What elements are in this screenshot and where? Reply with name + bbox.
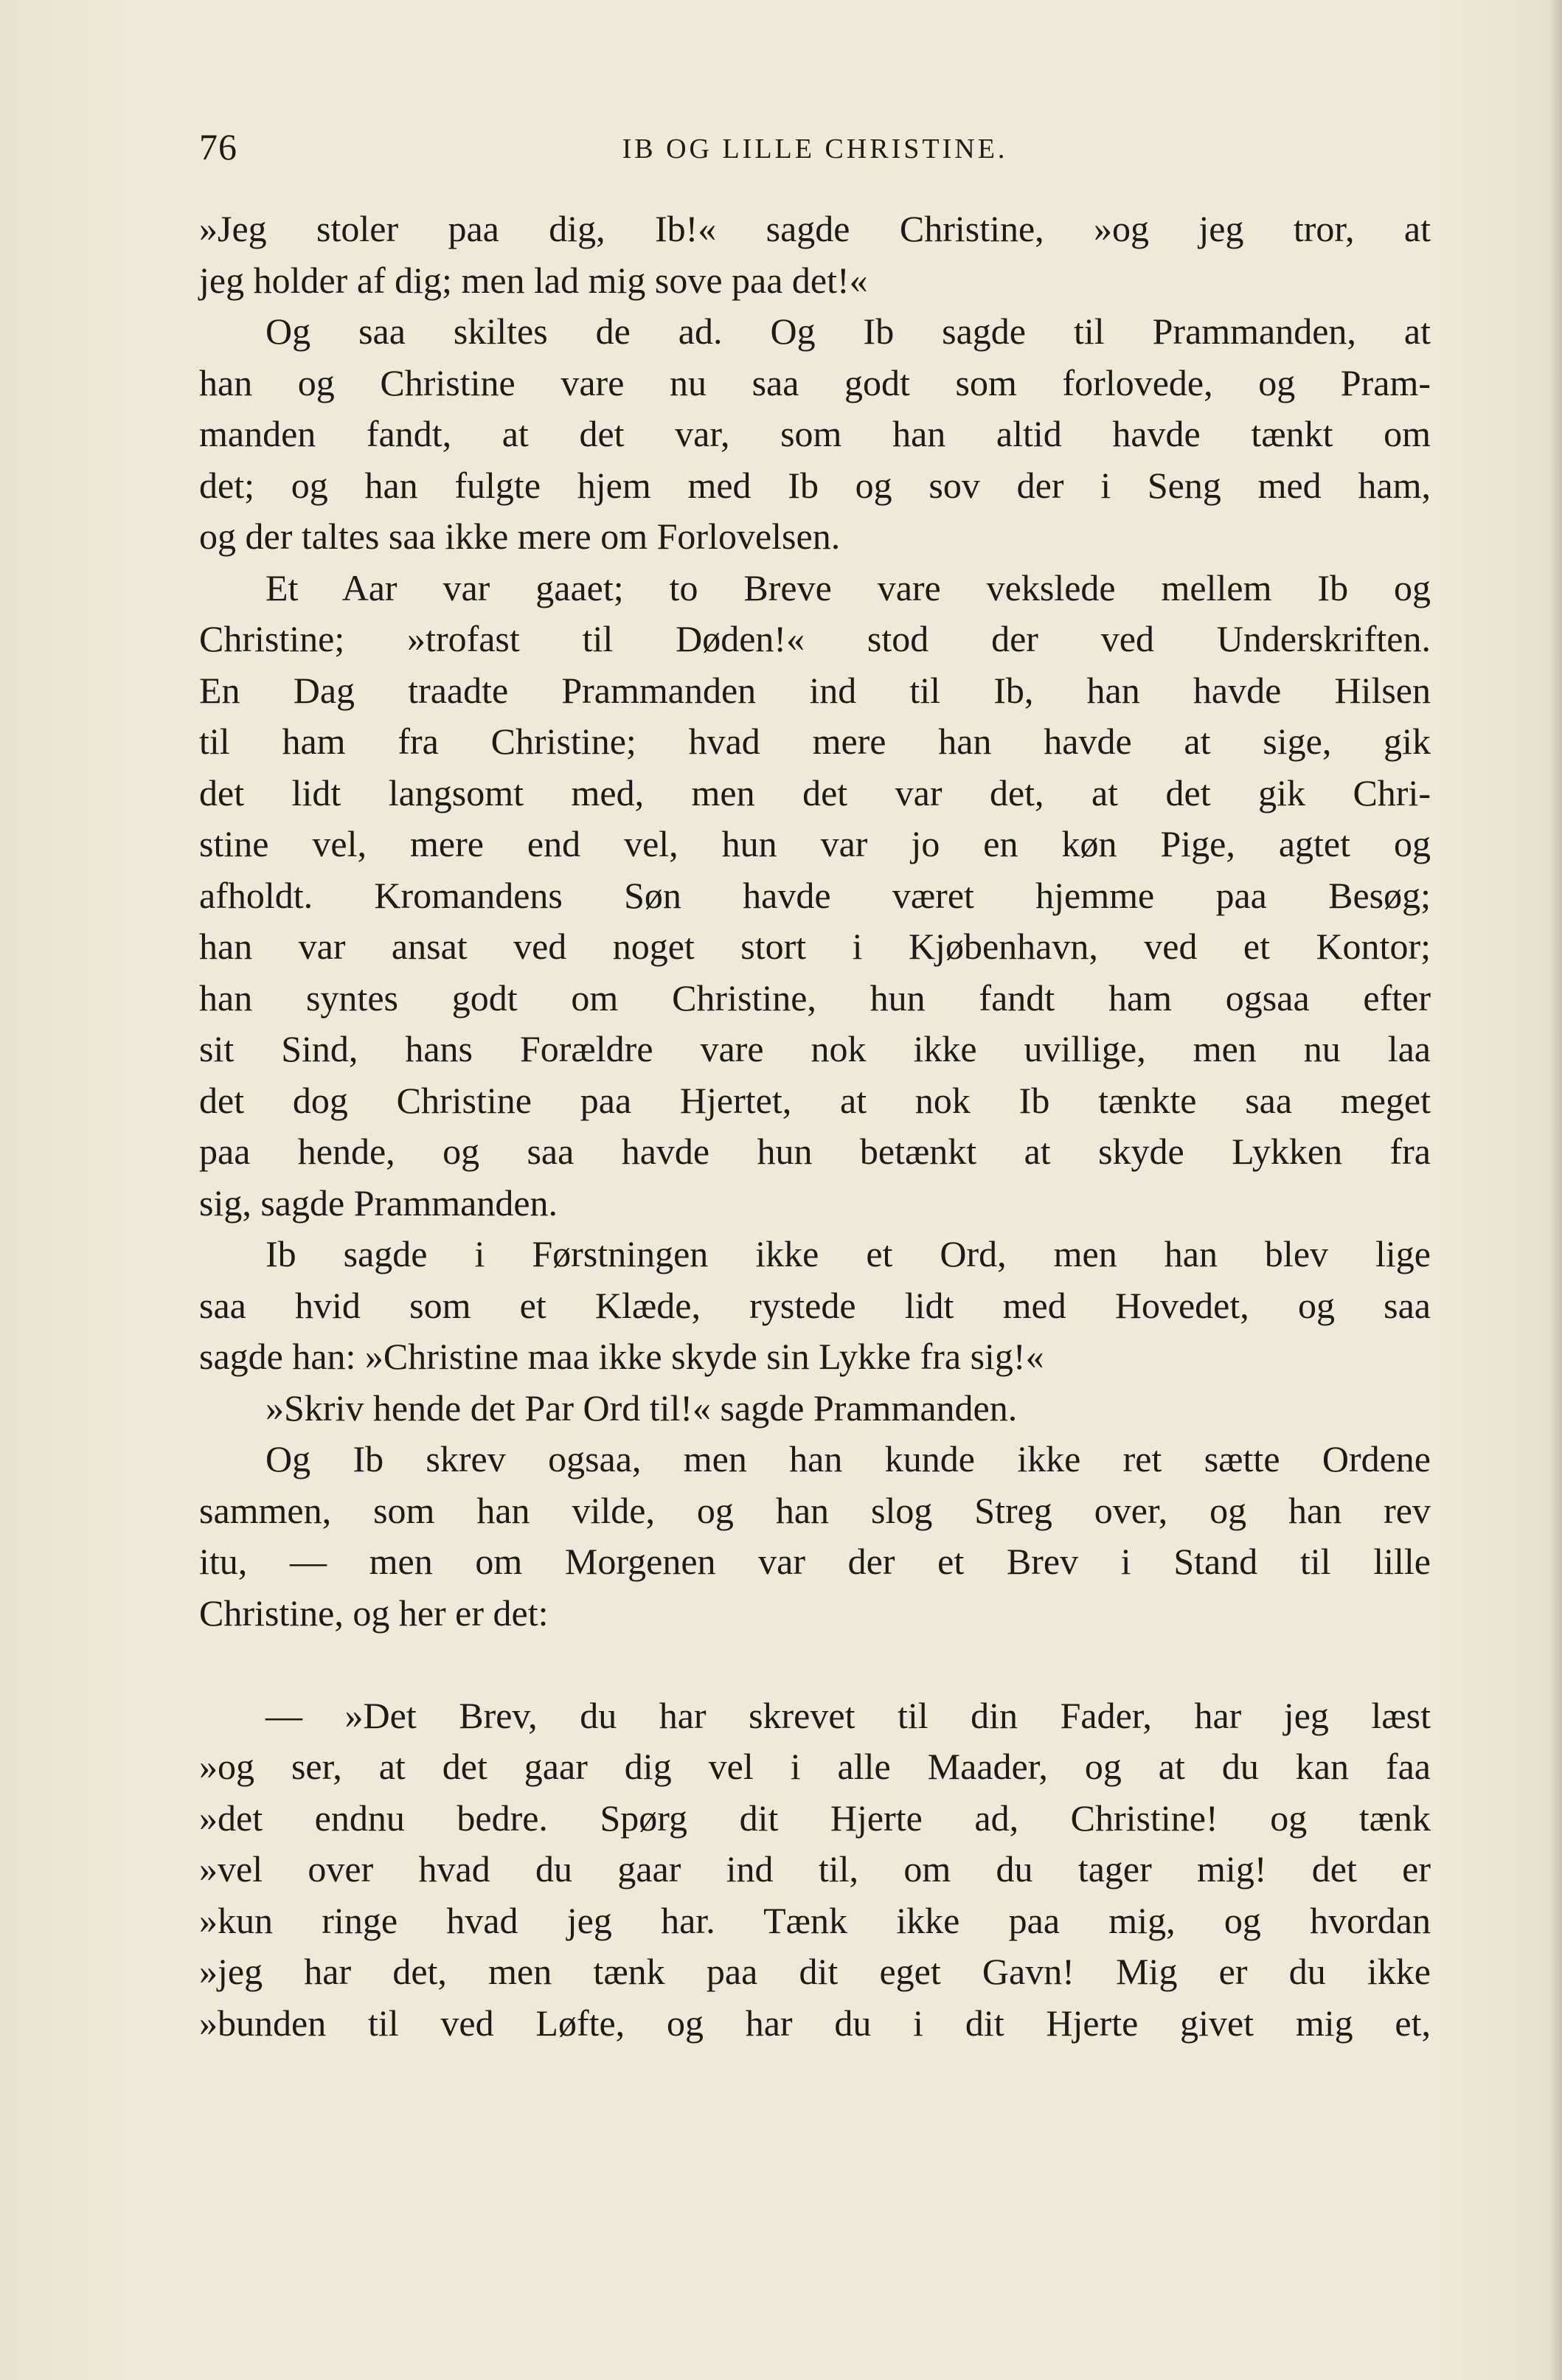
text-line: sagde han: »Christine maa ikke skyde sin Lykke fra sig!« xyxy=(199,1336,1044,1377)
text-line: Et Aar var gaaet; to Breve vare vekslede mellem Ib og xyxy=(265,566,1431,608)
text-line: »jeg har det, men tænk paa dit eget Gavn! Mig er du ikke xyxy=(199,1951,1431,1992)
page-edge-shadow xyxy=(1549,0,1562,2380)
text-line: — »Det Brev, du har skrevet til din Fader, har jeg læst xyxy=(265,1694,1431,1736)
text-line: han syntes godt om Christine, hun fandt ham ogsaa efter xyxy=(199,976,1431,1019)
text-line: stine vel, mere end vel, hun var jo en køn Pige, agtet og xyxy=(199,823,1431,864)
text-line: Christine, og her er det: xyxy=(199,1592,549,1634)
text-line: »kun ringe hvad jeg har. Tænk ikke paa mig, og hvordan xyxy=(199,1899,1431,1941)
text-line: det lidt langsomt med, men det var det, at det gik Chri- xyxy=(199,771,1431,813)
text-line: »bunden til ved Løfte, og har du i dit Hjerte givet mig et, xyxy=(199,2002,1431,2044)
text-line: En Dag traadte Prammanden ind til Ib, han havde Hilsen xyxy=(199,669,1431,711)
text-line: Christine; »trofast til Døden!« stod der ved Underskriften. xyxy=(199,618,1431,659)
text-line: saa hvid som et Klæde, rystede lidt med Hovedet, og saa xyxy=(199,1284,1431,1326)
text-line: »det endnu bedre. Spørg dit Hjerte ad, Christine! og tænk xyxy=(199,1797,1431,1839)
text-line: sammen, som han vilde, og han slog Streg over, og han rev xyxy=(199,1489,1431,1531)
text-line: »Jeg stoler paa dig, Ib!« sagde Christine, »og jeg tror, at xyxy=(199,208,1431,249)
text-line: afholdt. Kromandens Søn havde været hjemme paa Besøg; xyxy=(199,874,1431,916)
text-line: han og Christine vare nu saa godt som forlovede, og Pram- xyxy=(199,361,1431,403)
text-line: det; og han fulgte hjem med Ib og sov der i Seng med ham, xyxy=(199,464,1431,506)
paragraph-spacer xyxy=(199,1639,1431,1690)
text-line: sit Sind, hans Forældre vare nok ikke uvillige, men nu laa xyxy=(199,1028,1431,1069)
page-header xyxy=(199,125,1431,177)
text-line: Og saa skiltes de ad. Og Ib sagde til Prammanden, at xyxy=(265,310,1431,352)
text-line: »Skriv hende det Par Ord til!« sagde Prammanden. xyxy=(265,1387,1018,1429)
text-line: Ib sagde i Førstningen ikke et Ord, men han blev lige xyxy=(265,1233,1431,1274)
text-line: paa hende, og saa havde hun betænkt at skyde Lykken fra xyxy=(199,1131,1431,1172)
text-line: »vel over hvad du gaar ind til, om du tager mig! det er xyxy=(199,1848,1431,1890)
text-line: manden fandt, at det var, som han altid havde tænkt om xyxy=(199,413,1431,454)
text-line: Og Ib skrev ogsaa, men han kunde ikke ret sætte Ordene xyxy=(265,1438,1431,1479)
text-line: og der taltes saa ikke mere om Forlovelsen. xyxy=(199,516,841,557)
text-line: til ham fra Christine; hvad mere han havde at sige, gik xyxy=(199,721,1431,762)
text-line: det dog Christine paa Hjertet, at nok Ib tænkte saa meget xyxy=(199,1079,1431,1121)
text-line: sig, sagde Prammanden. xyxy=(199,1182,558,1224)
text-line: han var ansat ved noget stort i Kjøbenhavn, ved et Kontor; xyxy=(199,926,1431,967)
running-head: IB OG LILLE CHRISTINE. xyxy=(622,133,1008,164)
page-number: 76 xyxy=(199,126,237,167)
body-text xyxy=(199,204,1431,2049)
text-line: jeg holder af dig; men lad mig sove paa det!« xyxy=(199,259,868,301)
text-line: »og ser, at det gaar dig vel i alle Maader, og at du kan faa xyxy=(199,1746,1431,1787)
text-line: itu, — men om Morgenen var der et Brev i Stand til lille xyxy=(199,1541,1431,1582)
